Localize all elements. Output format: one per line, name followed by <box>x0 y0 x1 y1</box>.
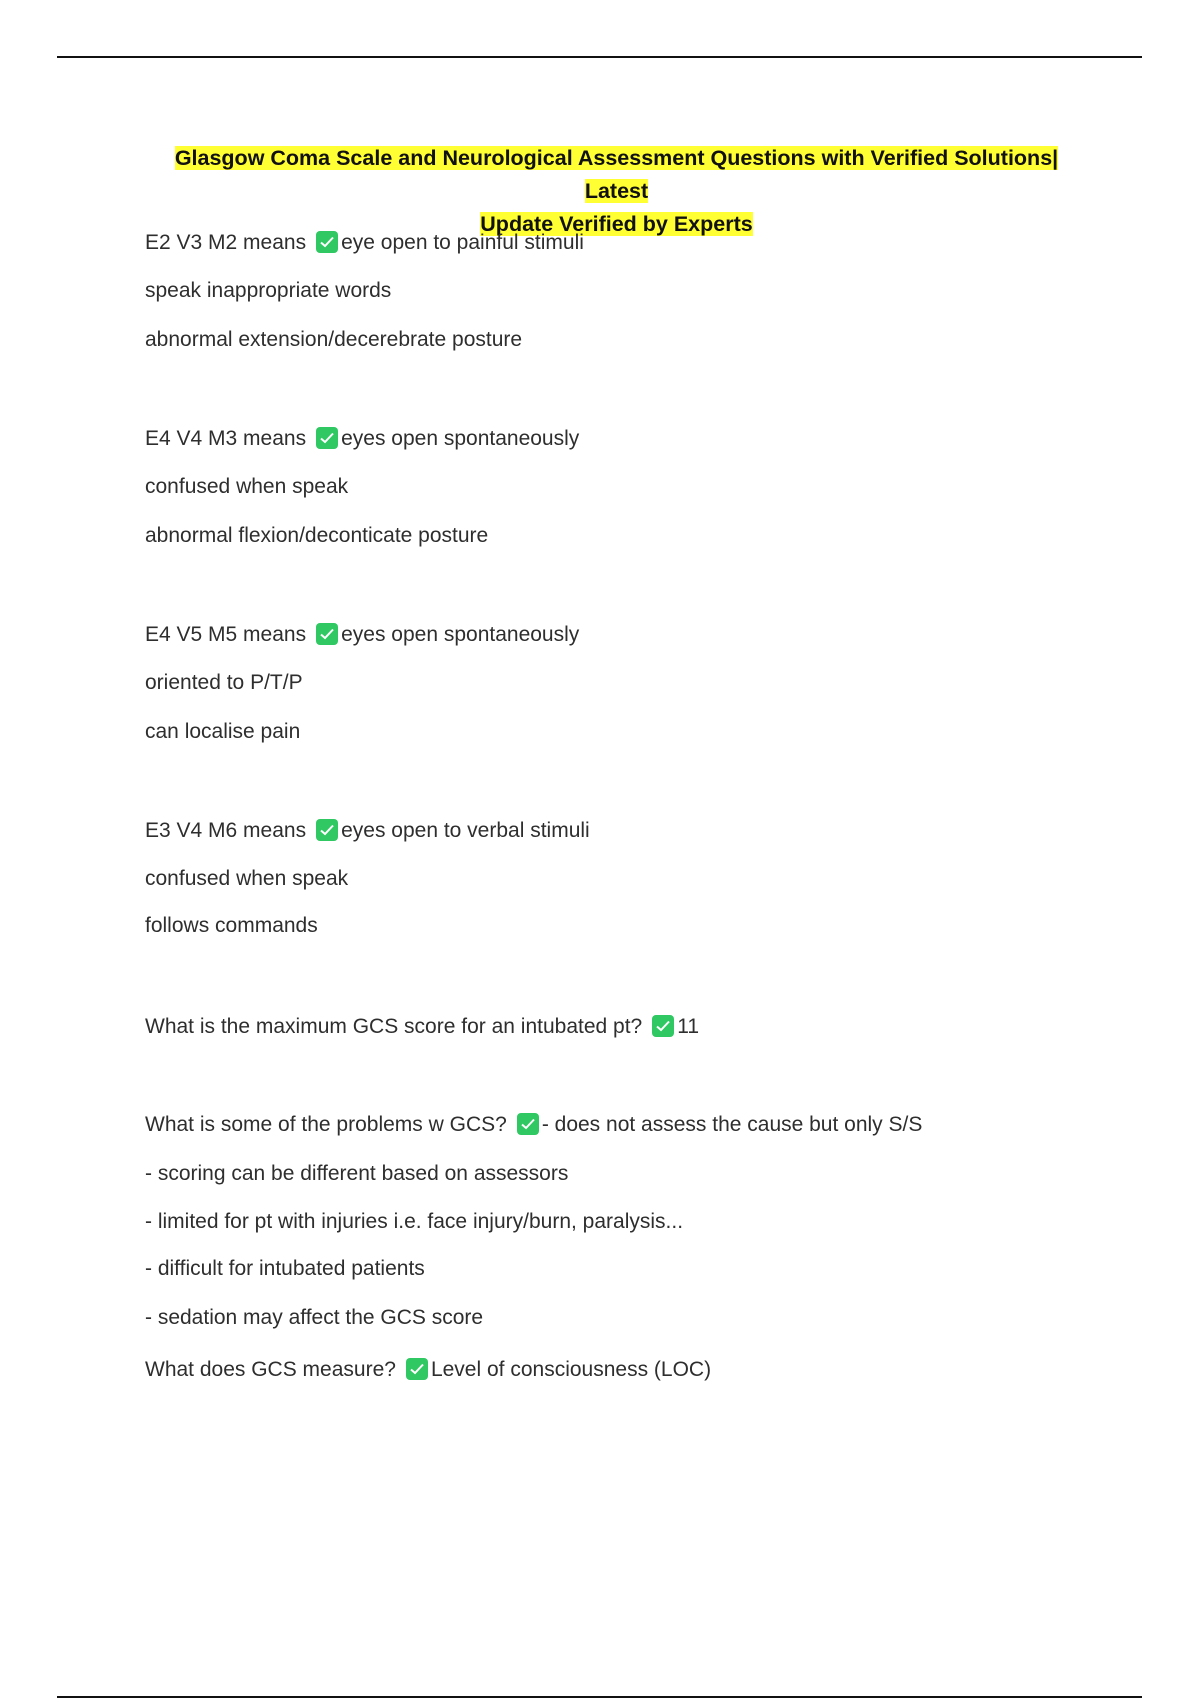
question-line <box>145 621 579 649</box>
question-line <box>145 425 579 453</box>
question-text: E2 V3 M2 means <box>145 231 307 254</box>
answer-line: speak inappropriate words <box>145 279 392 302</box>
document-title <box>145 142 1088 241</box>
question-text: E4 V4 M3 means <box>145 427 307 450</box>
check-mark-icon <box>316 819 338 841</box>
question-line <box>145 1356 711 1384</box>
answer-line: - scoring can be different based on assessors <box>145 1162 569 1185</box>
answer-line: oriented to P/T/P <box>145 671 303 694</box>
footer-rule <box>57 1696 1142 1698</box>
question-text: E3 V4 M6 means <box>145 819 307 842</box>
check-mark-icon <box>316 231 338 253</box>
question-text: E4 V5 M5 means <box>145 623 307 646</box>
answer-line: abnormal extension/decerebrate posture <box>145 328 523 351</box>
title-line-2: Update Verified by Experts <box>480 212 753 236</box>
answer-text: eyes open spontaneously <box>341 623 580 646</box>
answer-line: - sedation may affect the GCS score <box>145 1306 484 1329</box>
answer-line: follows commands <box>145 914 318 937</box>
answer-line: - limited for pt with injuries i.e. face injury/burn, paralysis... <box>145 1210 684 1233</box>
answer-text: - does not assess the cause but only S/S <box>541 1113 923 1136</box>
check-mark-icon <box>316 427 338 449</box>
title-line-1: Glasgow Coma Scale and Neurological Assessment Questions with Verified Solutions| Latest <box>174 146 1059 203</box>
check-mark-icon <box>316 623 338 645</box>
answer-line: confused when speak <box>145 867 349 890</box>
answer-text: Level of consciousness (LOC) <box>430 1358 712 1381</box>
check-mark-icon <box>517 1113 539 1135</box>
question-text: What is some of the problems w GCS? <box>145 1113 507 1136</box>
answer-text: 11 <box>677 1015 700 1038</box>
answer-text: eyes open to verbal stimuli <box>341 819 590 842</box>
question-line <box>145 817 590 845</box>
check-mark-icon <box>652 1015 674 1037</box>
check-mark-icon <box>406 1358 428 1380</box>
question-line <box>145 1013 699 1041</box>
question-text: What does GCS measure? <box>145 1358 396 1381</box>
header-rule <box>57 56 1142 58</box>
answer-line: abnormal flexion/deconticate posture <box>145 524 489 547</box>
question-line <box>145 229 584 257</box>
answer-text: eye open to painful stimuli <box>341 231 584 254</box>
answer-line: can localise pain <box>145 720 301 743</box>
answer-text: eyes open spontaneously <box>341 427 580 450</box>
question-text: What is the maximum GCS score for an intubated pt? <box>145 1015 643 1038</box>
answer-line: confused when speak <box>145 475 349 498</box>
answer-line: - difficult for intubated patients <box>145 1257 425 1280</box>
question-line <box>145 1111 922 1139</box>
